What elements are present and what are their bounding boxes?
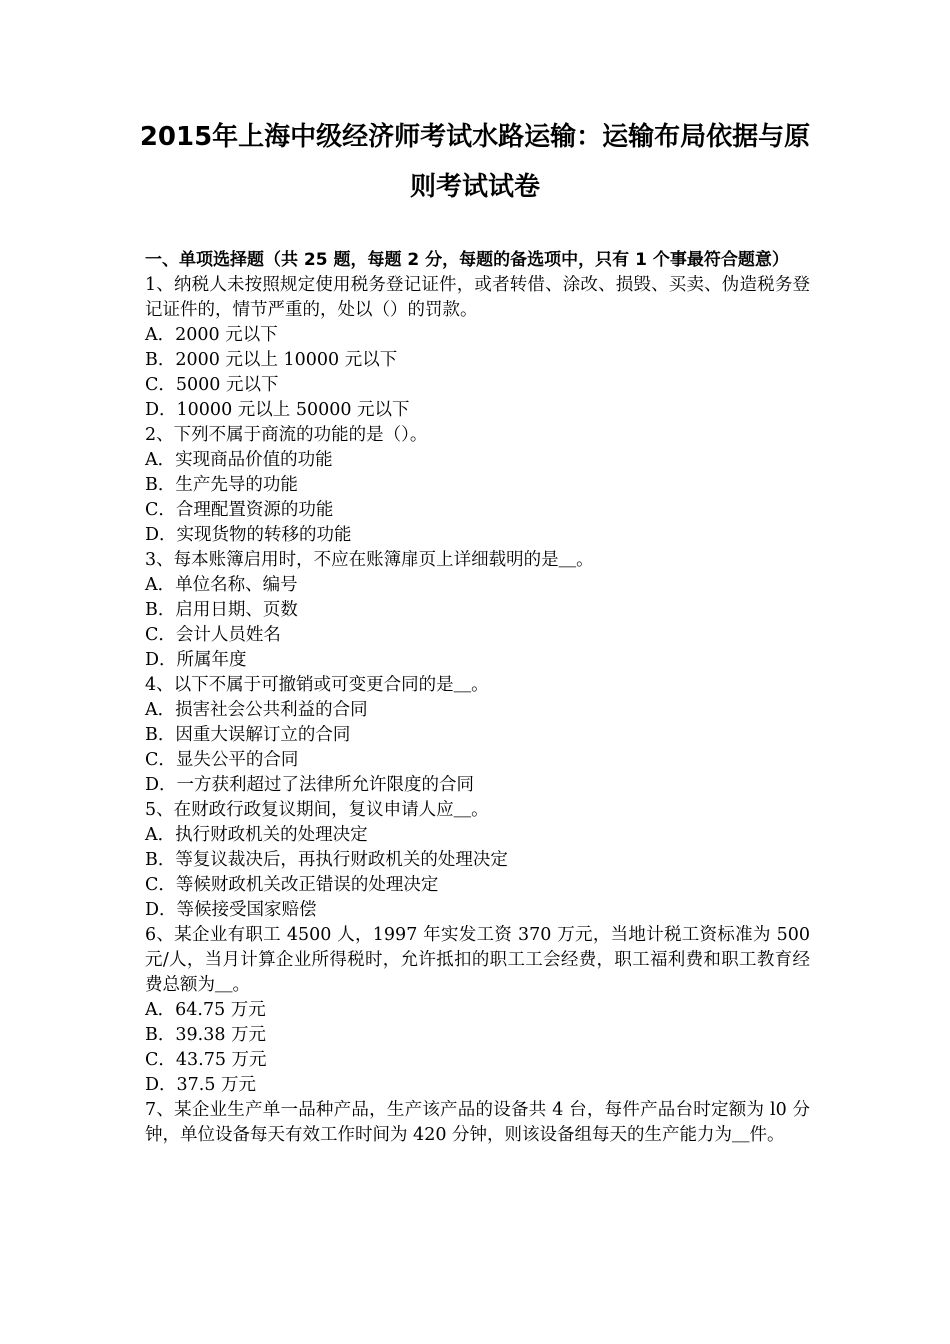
question-text: 6、某企业有职工 4500 人，1997 年实发工资 370 万元，当地计税工资标准为 500 元/人，当月计算企业所得税时，允许抵扣的职工工会经费，职工福利费和职工教育经费总额为＿。 [145, 925, 810, 995]
answer-option: A．实现商品价值的功能 [145, 450, 333, 470]
answer-option: A．2000 元以下 [145, 325, 278, 345]
answer-option: B．等复议裁决后，再执行财政机关的处理决定 [145, 850, 508, 870]
question-list [145, 273, 810, 1148]
answer-option: B．因重大误解订立的合同 [145, 725, 351, 745]
answer-option: D．所属年度 [145, 650, 247, 670]
answer-option: C．5000 元以下 [145, 375, 279, 395]
answer-option: B．2000 元以上 10000 元以下 [145, 350, 398, 370]
answer-option: B．启用日期、页数 [145, 600, 298, 620]
answer-option: C．43.75 万元 [145, 1050, 267, 1070]
answer-option: D．一方获利超过了法律所允许限度的合同 [145, 775, 475, 795]
answer-option: C．等候财政机关改正错误的处理决定 [145, 875, 439, 895]
answer-option: D．等候接受国家赔偿 [145, 900, 317, 920]
answer-option: D．37.5 万元 [145, 1075, 257, 1095]
answer-option: A．损害社会公共利益的合同 [145, 700, 368, 720]
question-text: 3、每本账簿启用时，不应在账簿扉页上详细载明的是＿。 [145, 550, 594, 570]
question-text: 2、下列不属于商流的功能的是（）。 [145, 425, 428, 445]
section-heading: 一、单项选择题（共 25 题，每题 2 分，每题的备选项中，只有 1 个事最符合题意） [145, 250, 789, 270]
question-text: 5、在财政行政复议期间，复议申请人应＿。 [145, 800, 489, 820]
question-text: 7、某企业生产单一品种产品，生产该产品的设备共 4 台，每件产品台时定额为 l0 分钟，单位设备每天有效工作时间为 420 分钟，则该设备组每天的生产能力为＿件。 [145, 1100, 810, 1145]
answer-option: D．实现货物的转移的功能 [145, 525, 352, 545]
document-title [120, 112, 830, 212]
answer-option: A．执行财政机关的处理决定 [145, 825, 368, 845]
answer-option: A．64.75 万元 [145, 1000, 266, 1020]
answer-option: C．显失公平的合同 [145, 750, 299, 770]
question-text: 1、纳税人未按照规定使用税务登记证件，或者转借、涂改、损毁、买卖、伪造税务登记证件的，情节严重的，处以（）的罚款。 [145, 275, 810, 320]
answer-option: D．10000 元以上 50000 元以下 [145, 400, 410, 420]
document-body [145, 248, 810, 1148]
answer-option: B．生产先导的功能 [145, 475, 298, 495]
question-text: 4、以下不属于可撤销或可变更合同的是＿。 [145, 675, 489, 695]
title-line-2: 则考试试卷 [409, 172, 540, 202]
title-line-1: 2015年上海中级经济师考试水路运输：运输布局依据与原 [139, 122, 811, 152]
answer-option: C．合理配置资源的功能 [145, 500, 334, 520]
answer-option: B．39.38 万元 [145, 1025, 267, 1045]
answer-option: C．会计人员姓名 [145, 625, 281, 645]
answer-option: A．单位名称、编号 [145, 575, 298, 595]
